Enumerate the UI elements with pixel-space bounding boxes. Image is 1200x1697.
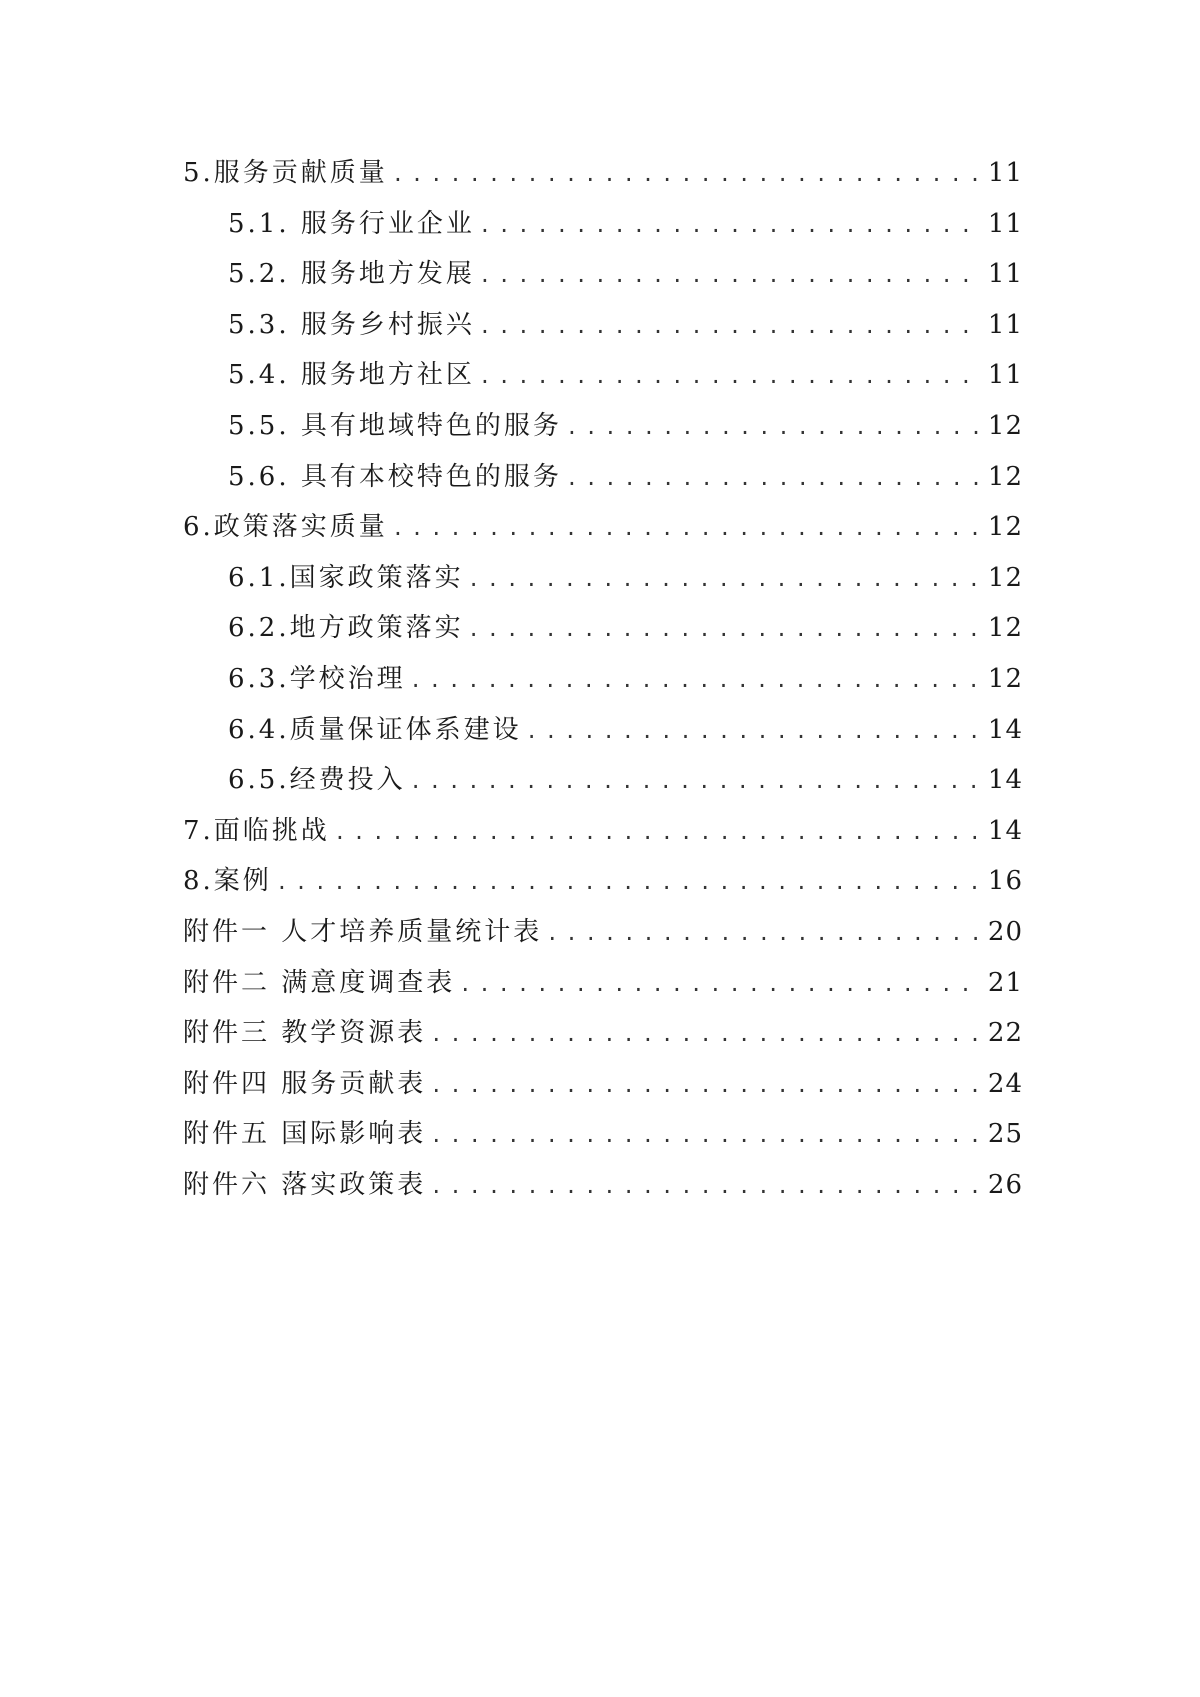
toc-entry-page: 11	[987, 309, 1023, 340]
toc-entry-label: 5.6. 具有本校特色的服务	[228, 461, 562, 492]
toc-entry-page: 14	[987, 765, 1023, 796]
toc-entry-page: 12	[987, 512, 1023, 543]
toc-entry[interactable]	[183, 856, 1023, 907]
toc-entry-page: 26	[987, 1169, 1023, 1200]
toc-entry-label: 5.1. 服务行业企业	[228, 208, 475, 239]
toc-entry-page: 16	[987, 866, 1023, 897]
toc-entry[interactable]	[183, 1160, 1023, 1211]
table-of-contents	[183, 148, 1023, 1210]
toc-dot-leader	[566, 453, 982, 504]
toc-entry-page: 12	[987, 613, 1023, 644]
toc-entry-label: 6.政策落实质量	[183, 512, 388, 543]
toc-entry-label: 附件五 国际影响表	[183, 1119, 427, 1150]
toc-entry[interactable]	[183, 148, 1023, 199]
toc-entry-label: 7.面临挑战	[183, 815, 330, 846]
toc-dot-leader	[430, 1110, 982, 1161]
toc-entry-label: 5.3. 服务乡村振兴	[228, 309, 475, 340]
toc-entry-page: 12	[987, 461, 1023, 492]
toc-entry-page: 12	[987, 410, 1023, 441]
toc-entry[interactable]	[183, 907, 1023, 958]
toc-dot-leader	[276, 857, 982, 908]
toc-dot-leader	[479, 250, 982, 301]
toc-entry-label: 5.4. 服务地方社区	[228, 360, 475, 391]
toc-entry-label: 附件六 落实政策表	[183, 1169, 427, 1200]
toc-dot-leader	[392, 149, 982, 200]
toc-entry[interactable]	[183, 654, 1023, 705]
toc-dot-leader	[479, 301, 982, 352]
toc-dot-leader	[468, 604, 982, 655]
toc-entry-page: 25	[987, 1119, 1023, 1150]
toc-entry[interactable]	[183, 452, 1023, 503]
toc-entry-label: 6.2.地方政策落实	[228, 613, 464, 644]
toc-entry[interactable]	[183, 249, 1023, 300]
toc-entry[interactable]	[183, 300, 1023, 351]
toc-entry-label: 5.2. 服务地方发展	[228, 259, 475, 290]
toc-entry[interactable]	[183, 1059, 1023, 1110]
toc-entry[interactable]	[183, 705, 1023, 756]
toc-dot-leader	[430, 1161, 982, 1212]
toc-entry-label: 附件三 教学资源表	[183, 1018, 427, 1049]
toc-entry-page: 11	[987, 208, 1023, 239]
toc-entry[interactable]	[183, 350, 1023, 401]
toc-entry-page: 12	[987, 663, 1023, 694]
toc-entry-label: 6.4.质量保证体系建设	[228, 714, 522, 745]
toc-entry-page: 14	[987, 815, 1023, 846]
toc-dot-leader	[430, 1009, 982, 1060]
toc-entry-label: 附件四 服务贡献表	[183, 1068, 427, 1099]
toc-entry-label: 附件一 人才培养质量统计表	[183, 916, 543, 947]
toc-entry-page: 24	[987, 1068, 1023, 1099]
toc-entry-page: 14	[987, 714, 1023, 745]
toc-entry-page: 11	[987, 158, 1023, 188]
toc-dot-leader	[410, 756, 982, 807]
toc-entry[interactable]	[183, 199, 1023, 250]
toc-entry-page: 11	[987, 360, 1023, 391]
toc-entry[interactable]	[183, 755, 1023, 806]
toc-entry-label: 5.5. 具有地域特色的服务	[228, 410, 562, 441]
toc-entry[interactable]	[183, 806, 1023, 857]
toc-entry-label: 6.3.学校治理	[228, 663, 406, 694]
toc-dot-leader	[479, 200, 982, 251]
toc-entry-label: 6.1.国家政策落实	[228, 562, 464, 593]
toc-entry[interactable]	[183, 1109, 1023, 1160]
toc-entry[interactable]	[183, 553, 1023, 604]
toc-dot-leader	[459, 959, 982, 1010]
toc-entry-label: 附件二 满意度调查表	[183, 967, 456, 998]
toc-dot-leader	[479, 351, 982, 402]
toc-dot-leader	[392, 503, 982, 554]
toc-dot-leader	[526, 706, 982, 757]
toc-entry-label: 6.5.经费投入	[228, 765, 406, 796]
toc-entry-page: 11	[987, 259, 1023, 290]
toc-entry[interactable]	[183, 958, 1023, 1009]
toc-entry-page: 21	[987, 967, 1023, 998]
toc-entry[interactable]	[183, 603, 1023, 654]
toc-entry[interactable]	[183, 401, 1023, 452]
toc-dot-leader	[566, 402, 982, 453]
toc-entry-page: 12	[987, 562, 1023, 593]
toc-dot-leader	[430, 1060, 982, 1111]
toc-dot-leader	[546, 908, 982, 959]
toc-entry-page: 22	[987, 1018, 1023, 1049]
toc-entry[interactable]	[183, 502, 1023, 553]
toc-dot-leader	[468, 554, 982, 605]
toc-entry-label: 5.服务贡献质量	[183, 158, 388, 188]
toc-entry-page: 20	[987, 916, 1023, 947]
toc-entry-label: 8.案例	[183, 866, 272, 897]
toc-dot-leader	[334, 807, 982, 858]
toc-dot-leader	[410, 655, 982, 706]
toc-entry[interactable]	[183, 1008, 1023, 1059]
